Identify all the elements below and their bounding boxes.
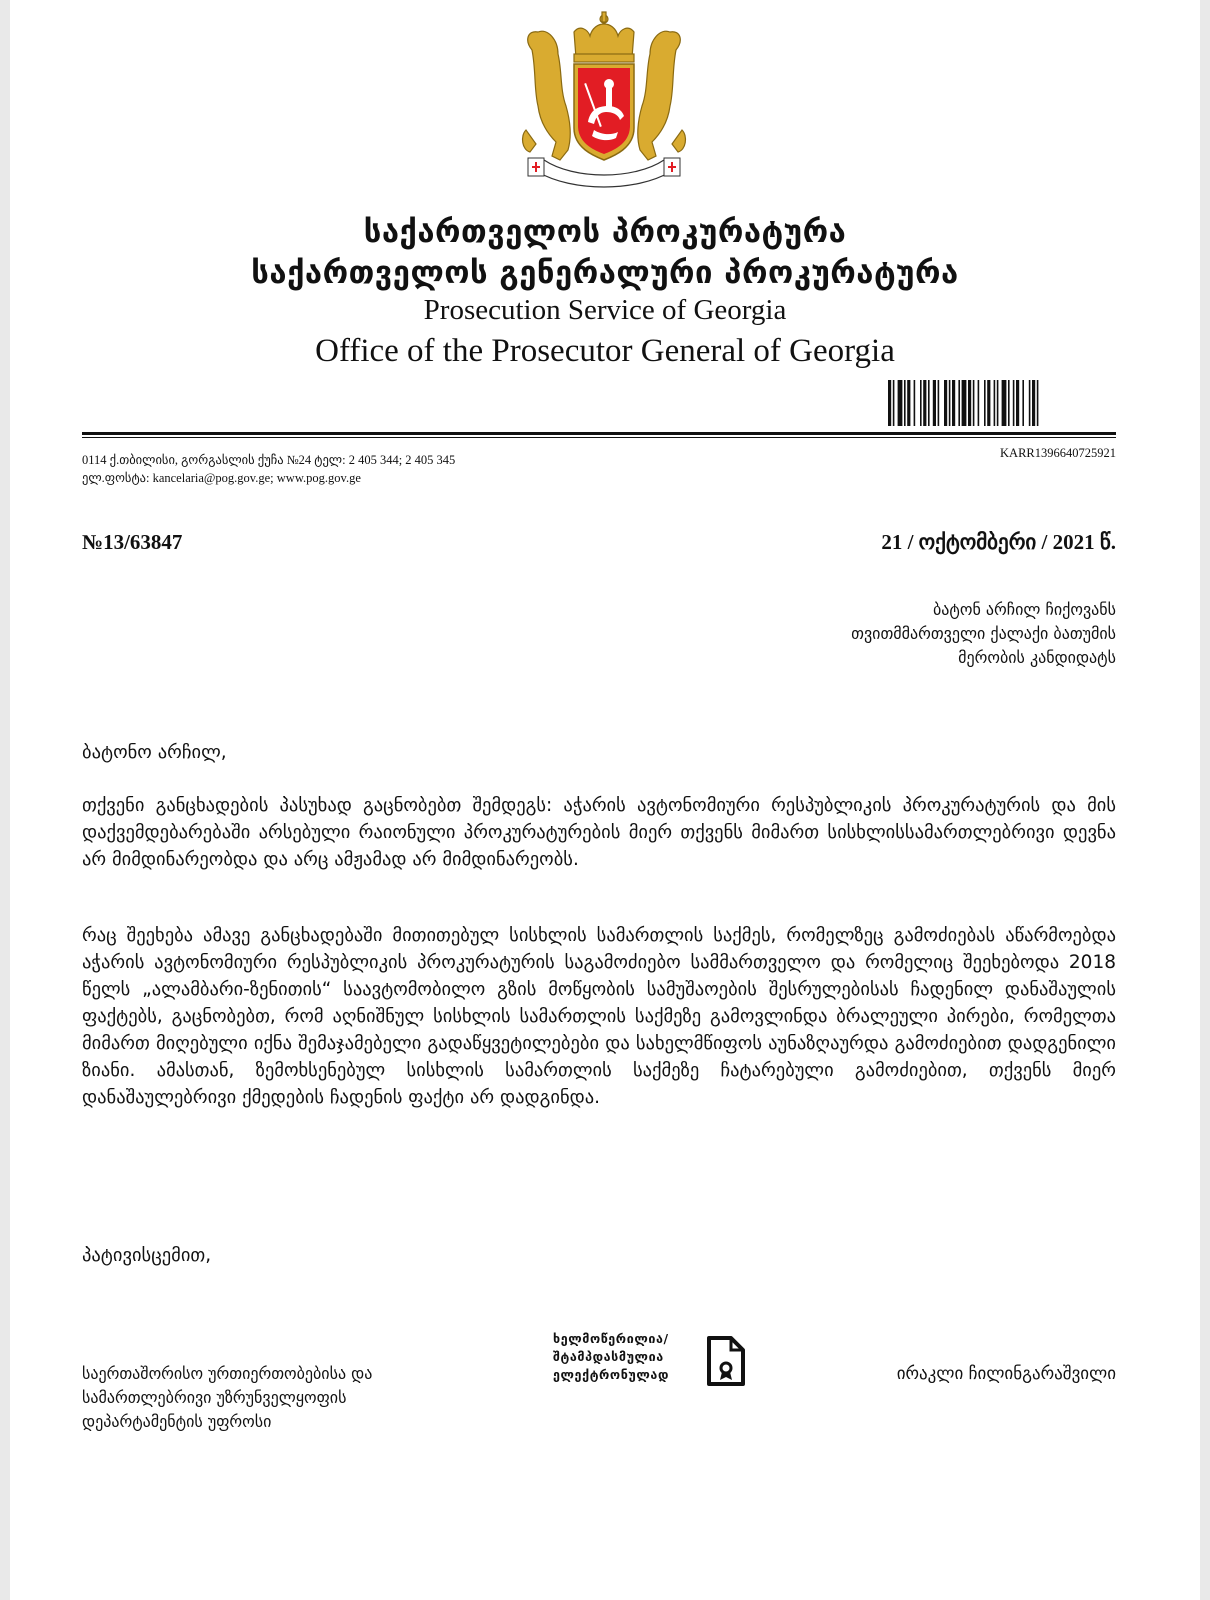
barcode-bar <box>949 380 951 426</box>
barcode-bar <box>1016 380 1019 426</box>
letter-page <box>10 0 1200 1600</box>
header-title-ka-line1: საქართველოს პროკურატურა <box>363 214 847 250</box>
stamp-text <box>553 1330 703 1384</box>
barcode-bar <box>973 380 975 426</box>
barcode-bar <box>888 380 891 426</box>
recipient-block <box>696 598 1116 670</box>
barcode-bar <box>944 380 947 426</box>
barcode-bar <box>1032 380 1035 426</box>
barcode-bar <box>1002 380 1007 426</box>
barcode-bar <box>938 380 940 426</box>
letter-number: №13/63847 <box>82 530 183 554</box>
electronic-signature-stamp <box>553 1330 753 1394</box>
address-line: 0114 ქ.თბილისი, გორგასლის ქუჩა №24 ტელ: 2 405 344; 2 405 345 <box>82 453 456 467</box>
recipient-line: მერობის კანდიდატს <box>958 648 1116 667</box>
recipient-line: ბატონ არჩილ ჩიქოვანს <box>933 600 1116 619</box>
stamp-line: შტამპდასმულია <box>553 1349 664 1364</box>
barcode-bar <box>920 380 922 426</box>
email-website-line: ელ.ფოსტა: kancelaria@pog.gov.ge; www.pog.gov.ge <box>82 471 361 485</box>
header-divider-thick <box>82 432 1116 435</box>
barcode-bar <box>1022 380 1024 426</box>
position-line: დეპარტამენტის უფროსი <box>82 1412 272 1431</box>
position-line: საერთაშორისო ურთიერთობებისა და <box>82 1364 373 1383</box>
barcode-bar <box>994 380 996 426</box>
signatory-name: ირაკლი ჩილინგარაშვილი <box>896 1364 1116 1384</box>
barcode-bar <box>1008 380 1010 426</box>
body-paragraph-1: თქვენი განცხადების პასუხად გაცნობებთ შემდეგს: აჭარის ავტონომიური რესპუბლიკის პროკურატურის და მის დაქვემდებარებაში არსებული რაიონული პროკურატურების მიერ თქვენს მიმართ სისხლისსამართლებრივი დევნა არ მიმდინარეობდა და არც ამჟამად არ მიმდინარეობს. <box>82 795 1116 870</box>
barcode-bar <box>893 380 895 426</box>
header-title-en-line2: Office of the Prosecutor General of Georgia <box>315 333 895 369</box>
signed-document-icon <box>703 1334 747 1390</box>
barcode-bar <box>923 380 926 426</box>
barcode-bar <box>914 380 916 426</box>
closing: პატივისცემით, <box>82 1245 212 1266</box>
header-divider-thin <box>82 437 1116 438</box>
letter-date: 21 / ოქტომბერი / 2021 წ. <box>881 530 1116 554</box>
stamp-line: ხელმოწერილია/ <box>553 1331 669 1346</box>
barcode-bar <box>962 380 967 426</box>
body-paragraph-2: რაც შეეხება ამავე განცხადებაში მითითებულ სისხლის სამართლის საქმეს, რომელზეც გამოძიებას აწარმოებდა აჭარის ავტონომიური რესპუბლიკის პროკურატურის საგამოძიებო სამმართველო და რომელიც შეეხებოდა 2018 წელს „ალამბარი-ზენითის“ საავტომობილო გზის მოწყობის სამუშაოების შესრულებისას ჩადენილ დანაშაულის ფაქტებს, გაცნობებთ, რომ აღნიშნულ სისხლის სამართლის საქმეზე გამოვლინდა ბრალეული პირები, რომელთა მიმართ მიღებული იქნა შემაჯამებელი გადაწყვეტილებები და სახელმწიფოს აუნაზღაურდა გამოძიებით დადგენილი ზიანი. ამასთან, ზემოხსენებულ სისხლის სამართლის საქმეზე ჩატარებული გამოძიებით, თქვენს მიერ დანაშაულებრივი ქმედების ჩადენის ფაქტი არ დადგინდა. <box>82 925 1116 1108</box>
barcode-bar <box>958 380 960 426</box>
barcode-bar <box>1013 380 1015 426</box>
barcode-bar <box>933 380 936 426</box>
barcode-bar <box>1029 380 1031 426</box>
georgia-coat-of-arms-emblem <box>514 10 694 188</box>
barcode-bar <box>904 380 906 426</box>
barcode-bar <box>997 380 999 426</box>
barcode-bar <box>978 380 980 426</box>
signatory-position <box>82 1362 462 1434</box>
document-barcode <box>888 380 1116 426</box>
salutation: ბატონო არჩილ, <box>82 742 227 763</box>
recipient-line: თვითმმართველი ქალაქი ბათუმის <box>851 624 1116 643</box>
barcode-bar <box>898 380 903 426</box>
barcode-bar <box>984 380 986 426</box>
barcode-bar <box>987 380 990 426</box>
stamp-line: ელექტრონულად <box>553 1367 669 1382</box>
barcode-bar <box>952 380 955 426</box>
barcode-bar <box>1037 380 1039 426</box>
barcode-bar <box>968 380 971 426</box>
header-title-ka-line2: საქართველოს გენერალური პროკურატურა <box>251 255 959 291</box>
barcode-bar <box>928 380 930 426</box>
barcode-number: KARR1396640725921 <box>1000 446 1116 460</box>
position-line: სამართლებრივი უზრუნველყოფის <box>82 1388 347 1407</box>
header-title-en-line1: Prosecution Service of Georgia <box>423 294 787 326</box>
barcode-bar <box>907 380 910 426</box>
